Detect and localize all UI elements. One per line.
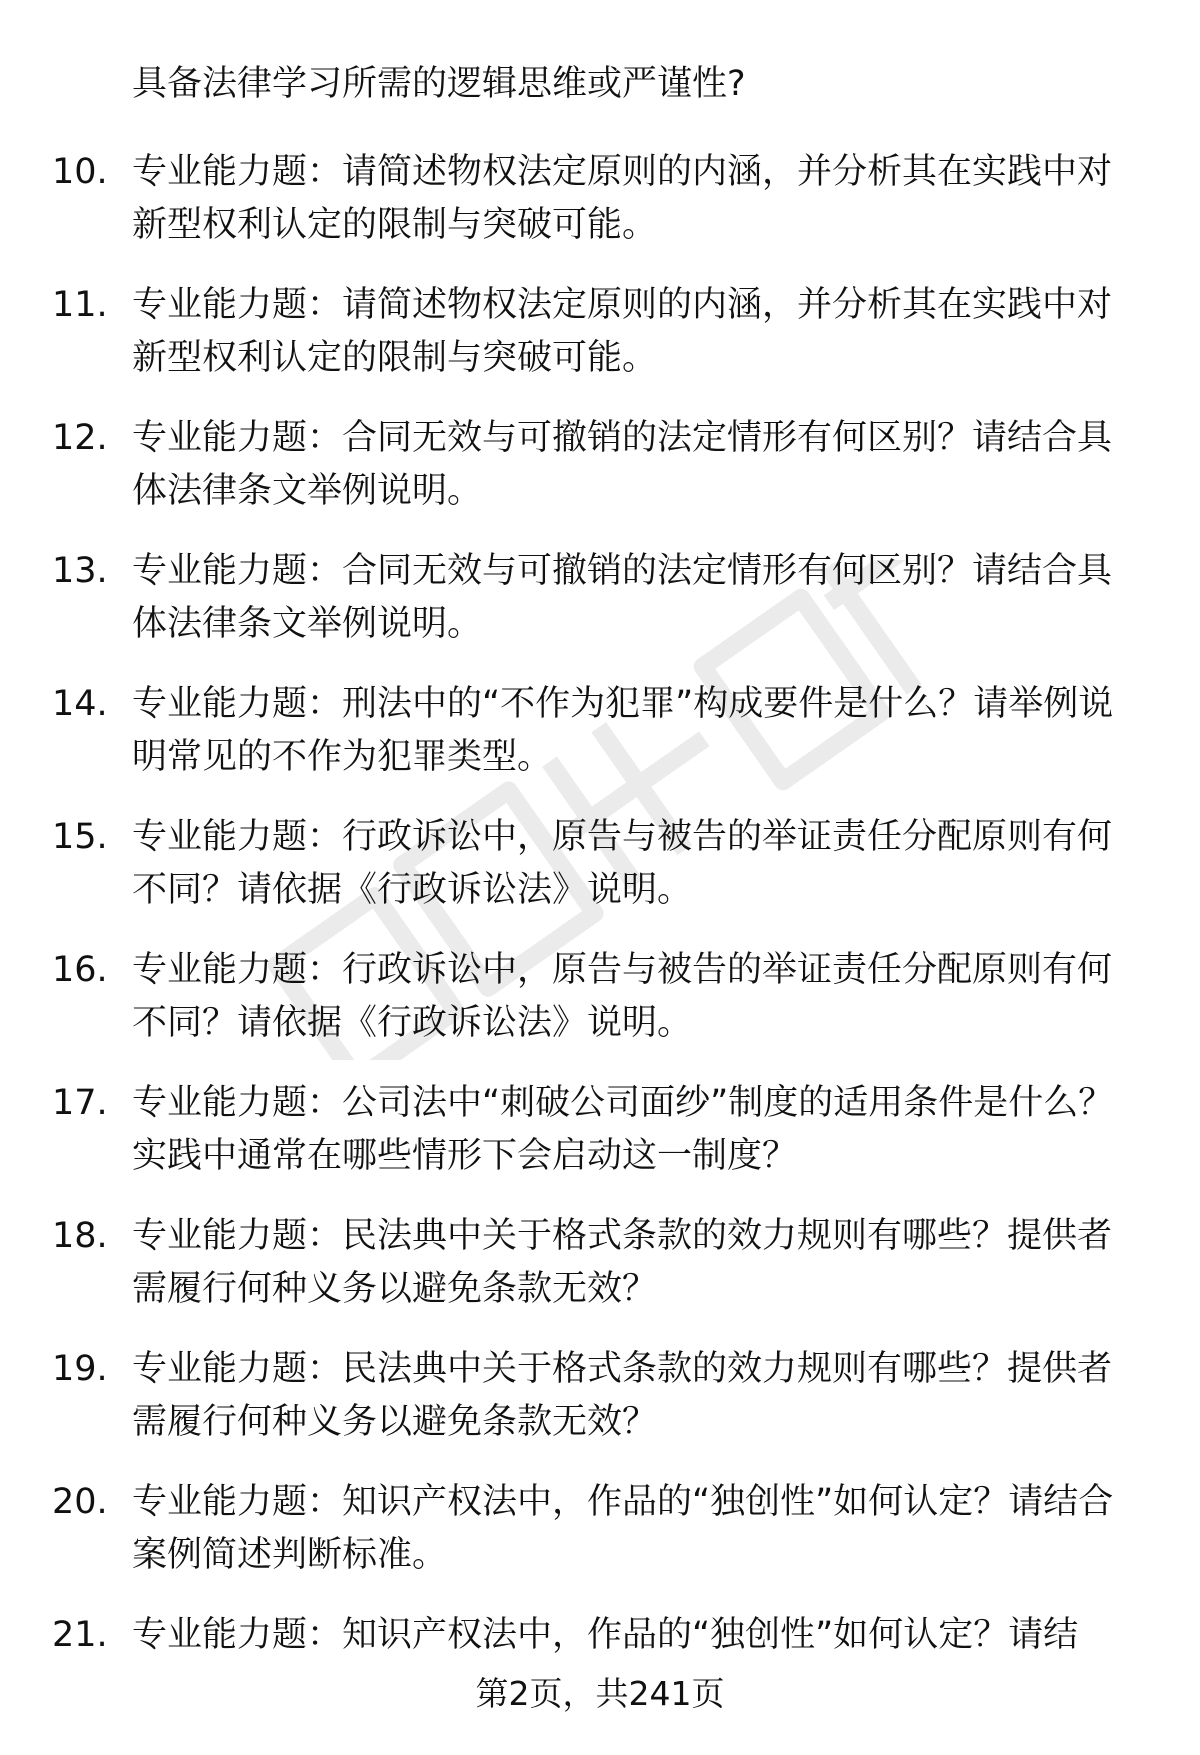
question-number: 19. xyxy=(52,1349,108,1389)
question-number: 18. xyxy=(52,1216,108,1256)
list-item xyxy=(0,545,1200,678)
question-number: 11. xyxy=(52,285,108,325)
page-number-footer: 第2页，共241页 xyxy=(475,1674,725,1713)
list-item xyxy=(0,811,1200,944)
list-item xyxy=(0,1077,1200,1210)
question-number: 20. xyxy=(52,1482,108,1522)
list-item xyxy=(0,279,1200,412)
question-number: 13. xyxy=(52,551,108,591)
question-text: 专业能力题：请简述物权法定原则的内涵，并分析其在实践中对新型权利认定的限制与突破可能。 xyxy=(132,285,1113,378)
list-item xyxy=(0,944,1200,1077)
question-number: 14. xyxy=(52,684,108,724)
question-number: 21. xyxy=(52,1615,108,1655)
question-text: 专业能力题：知识产权法中，作品的“独创性”如何认定？请结 xyxy=(132,1615,1079,1655)
question-text: 专业能力题：合同无效与可撤销的法定情形有何区别？请结合具体法律条文举例说明。 xyxy=(132,551,1113,644)
question-list xyxy=(0,146,1200,1742)
question-text: 专业能力题：合同无效与可撤销的法定情形有何区别？请结合具体法律条文举例说明。 xyxy=(132,418,1113,511)
list-item xyxy=(0,1210,1200,1343)
list-item xyxy=(0,678,1200,811)
list-item xyxy=(0,1343,1200,1476)
list-item xyxy=(0,412,1200,545)
question-text: 专业能力题：行政诉讼中，原告与被告的举证责任分配原则有何不同？请依据《行政诉讼法》说明。 xyxy=(132,950,1113,1043)
continued-question-text: 具备法律学习所需的逻辑思维或严谨性? xyxy=(132,64,746,104)
question-text: 专业能力题：民法典中关于格式条款的效力规则有哪些？提供者需履行何种义务以避免条款无效？ xyxy=(132,1216,1113,1309)
question-text: 专业能力题：民法典中关于格式条款的效力规则有哪些？提供者需履行何种义务以避免条款无效？ xyxy=(132,1349,1113,1442)
question-text: 专业能力题：公司法中“刺破公司面纱”制度的适用条件是什么？实践中通常在哪些情形下会启动这一制度？ xyxy=(132,1083,1114,1176)
list-item xyxy=(0,146,1200,279)
question-number: 16. xyxy=(52,950,108,990)
question-text: 专业能力题：刑法中的“不作为犯罪”构成要件是什么？请举例说明常见的不作为犯罪类型。 xyxy=(132,684,1114,777)
question-text: 专业能力题：行政诉讼中，原告与被告的举证责任分配原则有何不同？请依据《行政诉讼法》说明。 xyxy=(132,817,1113,910)
list-item xyxy=(0,1476,1200,1609)
question-text: 专业能力题：知识产权法中，作品的“独创性”如何认定？请结合案例简述判断标准。 xyxy=(132,1482,1114,1575)
question-number: 17. xyxy=(52,1083,108,1123)
question-text: 专业能力题：请简述物权法定原则的内涵，并分析其在实践中对新型权利认定的限制与突破可能。 xyxy=(132,152,1113,245)
question-number: 15. xyxy=(52,817,108,857)
question-number: 12. xyxy=(52,418,108,458)
question-number: 10. xyxy=(52,152,108,192)
